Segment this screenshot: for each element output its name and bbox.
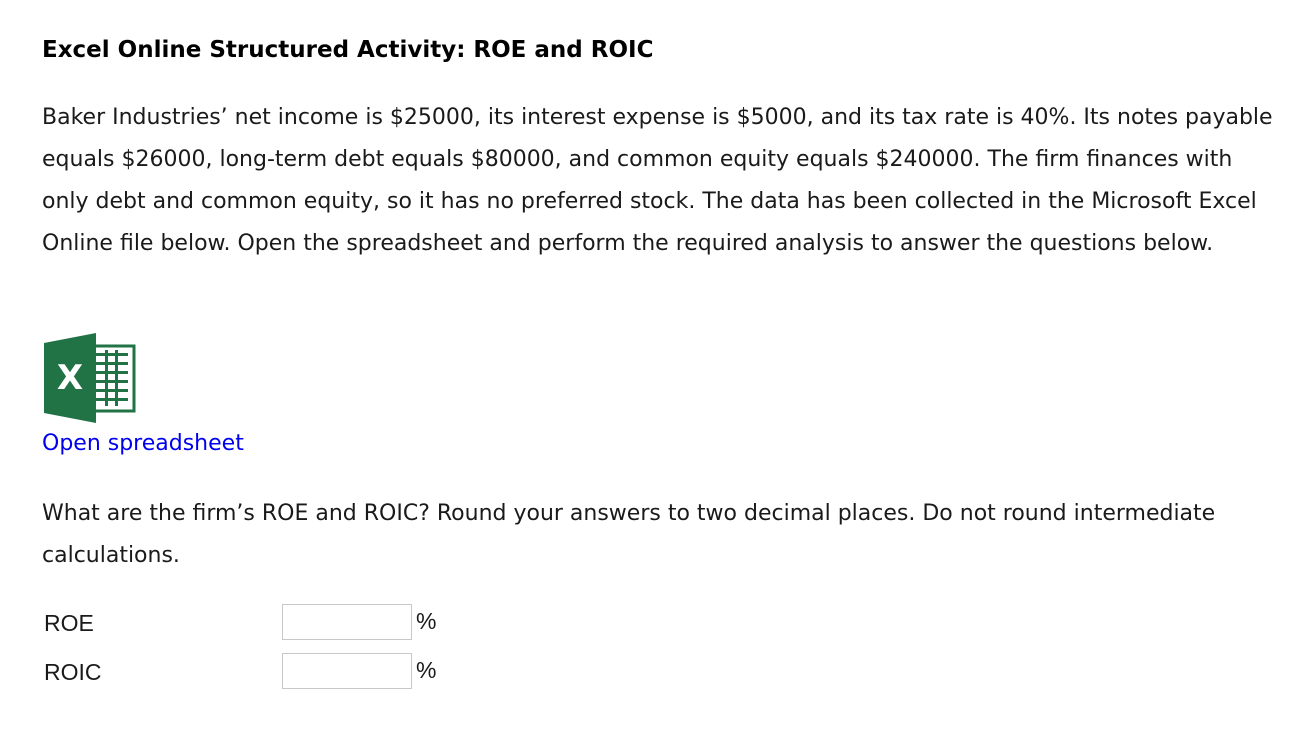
roe-input[interactable]	[282, 604, 412, 640]
roe-answer-row	[42, 604, 462, 640]
roe-label: ROE	[44, 610, 94, 636]
excel-icon[interactable]	[42, 333, 136, 423]
roic-label: ROIC	[44, 659, 102, 685]
roic-answer-row	[42, 653, 462, 689]
excel-icon-letter: X	[56, 358, 84, 398]
roic-percent-unit: %	[416, 657, 437, 683]
problem-statement: Baker Industries’ net income is $25000, its interest expense is $5000, and its tax rate is 40%. Its notes payable equals $26000, long-term debt equals $80000, and common equity equals $240000. The firm finances with only debt and common equity, so it has no preferred stock. The data has been collected in the Microsoft Excel Online file below. Open the spreadsheet and perform the required analysis to answer the questions below.	[42, 105, 1273, 256]
roe-percent-unit: %	[416, 608, 437, 634]
roic-input[interactable]	[282, 653, 412, 689]
question-text: What are the firm’s ROE and ROIC? Round your answers to two decimal places. Do not round intermediate calculations.	[42, 501, 1216, 568]
activity-title: Excel Online Structured Activity: ROE and ROIC	[42, 37, 654, 63]
open-spreadsheet-link[interactable]: Open spreadsheet	[42, 431, 244, 456]
